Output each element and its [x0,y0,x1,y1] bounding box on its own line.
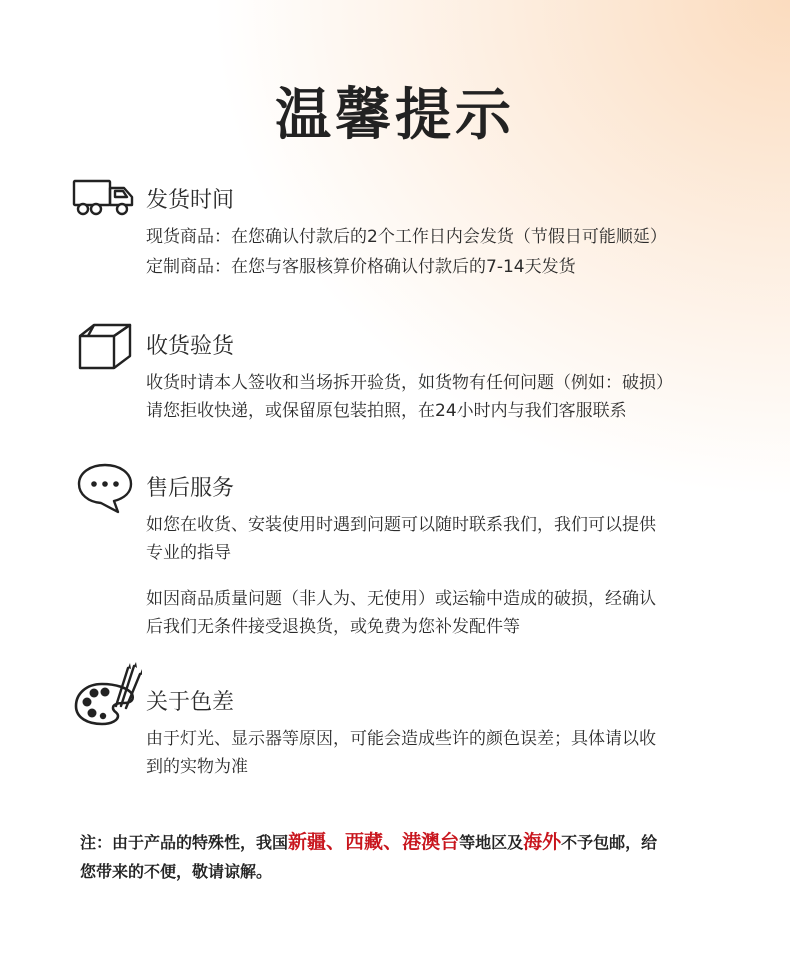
body-line: 专业的指导 [146,543,231,563]
package-box-icon [74,322,136,370]
notice-region-overseas: 海外 [523,831,562,853]
page-title: 温馨提示 [275,83,515,148]
notice-separator: 、 [383,831,403,853]
section-heading: 售后服务 [146,476,235,501]
body-line: 请您拒收快递，或保留原包装拍照，在24小时内与我们客服联系 [146,401,627,421]
chat-bubble-icon [76,462,134,514]
section-heading: 收货验货 [146,334,235,359]
paint-palette-icon [72,662,144,728]
section-heading: 关于色差 [146,690,235,715]
shipping-notice-line-2: 您带来的不便，敬请谅解。 [80,862,273,881]
notice-region-hk-macau-taiwan: 港澳台 [402,831,460,853]
notice-region-tibet: 西藏 [345,831,384,853]
notice-prefix: 注：由于产品的特殊性，我国 [80,833,289,852]
notice-middle: 等地区及 [459,833,524,852]
notice-separator: 、 [326,831,346,853]
delivery-truck-icon [72,178,136,218]
body-line: 收货时请本人签收和当场拆开验货，如货物有任何问题（例如：破损） [146,373,673,393]
body-line: 如您在收货、安装使用时遇到问题可以随时联系我们，我们可以提供 [146,515,656,535]
body-line: 由于灯光、显示器等原因，可能会造成些许的颜色误差；具体请以收 [146,729,656,749]
section-heading: 发货时间 [146,188,235,213]
notice-suffix: 不予包邮，给 [561,833,658,852]
body-line: 到的实物为准 [146,757,248,777]
body-line: 后我们无条件接受退换货，或免费为您补发配件等 [146,617,520,637]
body-line: 如因商品质量问题（非人为、无使用）或运输中造成的破损，经确认 [146,589,656,609]
notice-region-xinjiang: 新疆 [288,831,327,853]
shipping-notice [80,826,657,859]
body-line: 定制商品：在您与客服核算价格确认付款后的7-14天发货 [146,257,576,277]
body-line: 现货商品：在您确认付款后的2个工作日内会发货（节假日可能顺延） [146,227,667,247]
